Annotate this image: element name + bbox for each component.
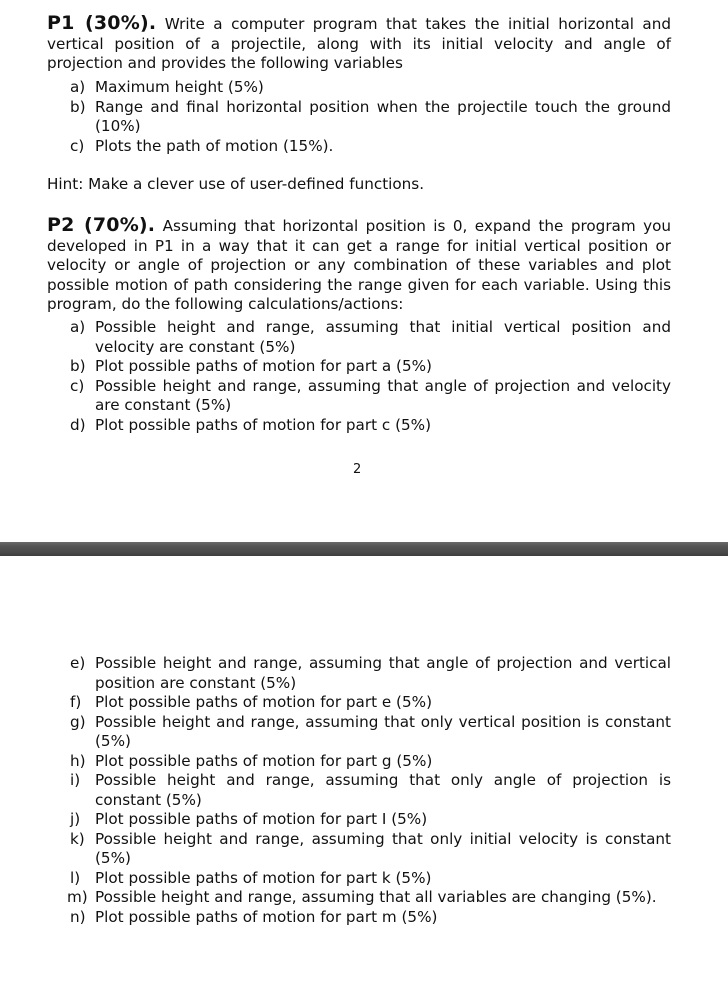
list-item: b) Range and final horizontal position when the projectile touch the ground (10%) <box>70 97 671 135</box>
p2-paragraph <box>47 216 671 315</box>
p2-intro: Assuming that horizontal position is 0, expand the program you developed in P1 in a way that it can get a range for initial vertical position or velocity or angle of projection or any combination of these variables and plot possible motion of path considering the range given for each variable. Using this program, do the following calculations/actions: <box>47 217 671 313</box>
list-item: b) Plot possible paths of motion for part a (5%) <box>70 357 432 375</box>
p2-item-list <box>47 318 671 435</box>
list-item: l) Plot possible paths of motion for part k (5%) <box>70 868 432 887</box>
list-item: a) Possible height and range, assuming that initial vertical position and velocity are constant (5%) <box>70 318 671 356</box>
list-item: e) Possible height and range, assuming that angle of projection and vertical position are constant (5%) <box>70 654 671 692</box>
list-item: j) Plot possible paths of motion for part I (5%) <box>70 810 428 828</box>
document-page-2 <box>0 556 728 986</box>
p1-intro: Write a computer program that takes the initial horizontal and vertical position of a projectile, along with its initial velocity and angle of projection and provides the following variables <box>47 15 672 72</box>
p2-continued-item-list <box>47 654 671 927</box>
p1-heading: P1 (30%). <box>47 12 157 34</box>
hint-text: Hint: Make a clever use of user-defined functions. <box>47 175 425 193</box>
p1-item-list <box>47 78 671 156</box>
list-item: n) Plot possible paths of motion for part m (5%) <box>70 907 438 926</box>
list-item: f) Plot possible paths of motion for part e (5%) <box>70 693 433 711</box>
page-separator <box>0 542 728 556</box>
list-item: m) Possible height and range, assuming that all variables are changing (5%). <box>67 888 657 906</box>
list-item: c) Possible height and range, assuming that angle of projection and velocity are constant (5%) <box>70 376 671 414</box>
p1-paragraph <box>47 14 671 74</box>
page-number: 2 <box>353 462 362 477</box>
list-item: d) Plot possible paths of motion for part c (5%) <box>70 415 432 434</box>
list-item: i) Possible height and range, assuming that only angle of projection is constant (5%) <box>70 771 671 809</box>
list-item: k) Possible height and range, assuming that only initial velocity is constant (5%) <box>70 829 671 867</box>
list-item: g) Possible height and range, assuming that only vertical position is constant (5%) <box>70 712 671 750</box>
p2-heading: P2 (70%). <box>47 214 156 236</box>
list-item: a) Maximum height (5%) <box>70 78 264 96</box>
list-item: h) Plot possible paths of motion for part g (5%) <box>70 751 433 770</box>
list-item: c) Plots the path of motion (15%). <box>70 136 334 155</box>
